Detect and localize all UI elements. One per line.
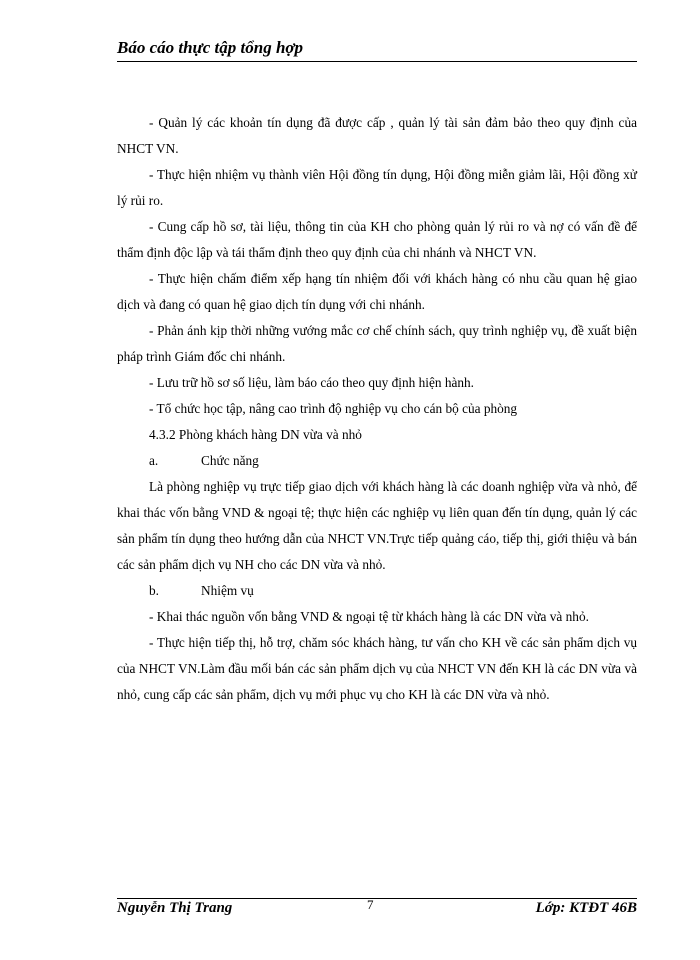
page-footer <box>117 897 637 922</box>
subsection-b-label: b. <box>149 583 159 598</box>
header-rule <box>117 61 637 62</box>
duty-paragraph: - Khai thác nguồn vốn bằng VND & ngoại tệ từ khách hàng là các DN vừa và nhỏ. <box>149 609 589 624</box>
paragraph: - Phản ánh kịp thời những vướng mắc cơ chế chính sách, quy trình nghiệp vụ, đề xuất biện pháp trình Giám đốc chi nhánh. <box>117 323 637 364</box>
subsection-a-title: Chức năng <box>201 453 259 468</box>
paragraph: - Tổ chức học tập, nâng cao trình độ nghiệp vụ cho cán bộ của phòng <box>149 401 518 416</box>
paragraph: - Cung cấp hồ sơ, tài liệu, thông tin của KH cho phòng quản lý rủi ro và nợ có vấn đề để thẩm định độc lập và tái thẩm định theo quy định của chi nhánh và NHCT VN. <box>117 219 637 260</box>
subsection-a <box>117 448 637 474</box>
section-heading: 4.3.2 Phòng khách hàng DN vừa và nhỏ <box>149 427 362 442</box>
subsection-a-label: a. <box>149 453 159 468</box>
paragraph: - Quản lý các khoản tín dụng đã được cấp , quản lý tài sản đảm bảo theo quy định của NHCT VN. <box>117 115 637 156</box>
paragraph: - Thực hiện chấm điểm xếp hạng tín nhiệm đối với khách hàng có nhu cầu quan hệ giao dịch và đang có quan hệ giao dịch tín dụng với chi nhánh. <box>117 271 637 312</box>
footer-class: Lớp: KTĐT 46B <box>535 900 637 916</box>
subsection-b <box>117 578 637 604</box>
subsection-b-title: Nhiệm vụ <box>201 583 254 598</box>
function-paragraph: Là phòng nghiệp vụ trực tiếp giao dịch với khách hàng là các doanh nghiệp vừa và nhỏ, để khai thác vốn bằng VND & ngoại tệ; thực hiện các nghiệp vụ liên quan đến tín dụng, quản lý các sản phẩm tín dụng theo hướng dẫn của NHCT VN.Trực tiếp quảng cáo, tiếp thị, giới thiệu và bán các sản phẩm dịch vụ NH cho các DN vừa và nhỏ. <box>117 479 637 572</box>
page-header-title: Báo cáo thực tập tổng hợp <box>117 38 304 57</box>
paragraph: - Thực hiện nhiệm vụ thành viên Hội đồng tín dụng, Hội đồng miễn giảm lãi, Hội đồng xử lý rủi ro. <box>117 167 637 208</box>
duty-paragraph: - Thực hiện tiếp thị, hỗ trợ, chăm sóc khách hàng, tư vấn cho KH về các sản phẩm dịch vụ của NHCT VN.Làm đầu mối bán các sản phẩm dịch vụ của NHCT VN đến KH là các DN vừa và nhỏ, cung cấp các sản phẩm, dịch vụ mới phục vụ cho KH là các DN vừa và nhỏ. <box>117 635 637 702</box>
document-body <box>117 110 637 708</box>
footer-rule <box>117 898 637 899</box>
paragraph: - Lưu trữ hồ sơ số liệu, làm báo cáo theo quy định hiện hành. <box>149 375 474 390</box>
footer-author: Nguyễn Thị Trang <box>117 900 233 916</box>
page-number: 7 <box>367 897 374 912</box>
